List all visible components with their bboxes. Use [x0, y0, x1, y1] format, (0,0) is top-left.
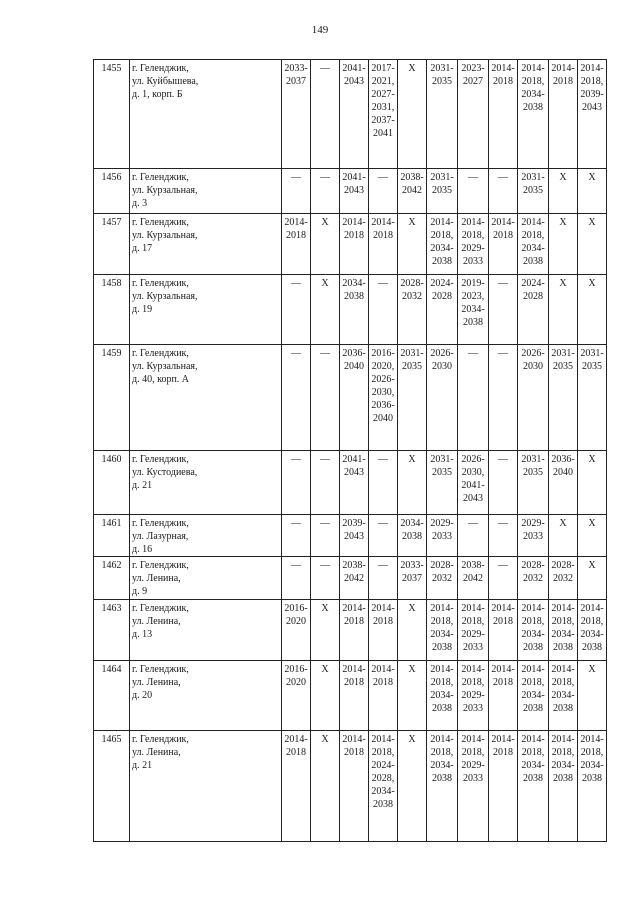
period-cell: —	[489, 345, 518, 451]
period-cell: X	[578, 451, 607, 515]
period-cell: 2026- 2030	[427, 345, 458, 451]
period-cell: 2029- 2033	[427, 515, 458, 557]
period-cell: X	[311, 600, 340, 661]
table-row	[94, 169, 607, 214]
period-cell: 2014- 2018, 2034- 2038	[578, 600, 607, 661]
period-cell: 2014- 2018, 2034- 2038	[427, 661, 458, 731]
period-cell: 2014- 2018, 2034- 2038	[518, 600, 549, 661]
period-cell: X	[311, 275, 340, 345]
period-cell: —	[311, 451, 340, 515]
period-cell: —	[311, 169, 340, 214]
period-cell: —	[369, 515, 398, 557]
row-number-cell: 1456	[94, 169, 130, 214]
row-number-cell: 1461	[94, 515, 130, 557]
table-row	[94, 345, 607, 451]
period-cell: 2014- 2018	[489, 60, 518, 169]
table-row	[94, 451, 607, 515]
row-number-cell: 1462	[94, 557, 130, 600]
period-cell: X	[398, 600, 427, 661]
table-row	[94, 661, 607, 731]
period-cell: X	[578, 661, 607, 731]
address-cell: г. Геленджик, ул. Ленина, д. 21	[130, 731, 282, 842]
period-cell: —	[311, 515, 340, 557]
address-cell: г. Геленджик, ул. Ленина, д. 13	[130, 600, 282, 661]
period-cell: X	[311, 731, 340, 842]
period-cell: 2014- 2018, 2039- 2043	[578, 60, 607, 169]
period-cell: —	[282, 451, 311, 515]
period-cell: —	[282, 515, 311, 557]
period-cell: 2028- 2032	[518, 557, 549, 600]
period-cell: 2014- 2018	[340, 600, 369, 661]
period-cell: 2031- 2035	[518, 451, 549, 515]
period-cell: 2031- 2035	[518, 169, 549, 214]
period-cell: 2014- 2018, 2034- 2038	[518, 661, 549, 731]
row-number-cell: 1455	[94, 60, 130, 169]
period-cell: X	[311, 661, 340, 731]
period-cell: 2023- 2027	[458, 60, 489, 169]
period-cell: 2038- 2042	[398, 169, 427, 214]
period-cell: —	[311, 557, 340, 600]
period-cell: —	[489, 557, 518, 600]
period-cell: 2033- 2037	[398, 557, 427, 600]
period-cell: X	[549, 515, 578, 557]
period-cell: 2014- 2018, 2034- 2038	[549, 600, 578, 661]
period-cell: 2034- 2038	[340, 275, 369, 345]
table-row	[94, 557, 607, 600]
period-cell: 2026- 2030, 2041- 2043	[458, 451, 489, 515]
period-cell: X	[398, 661, 427, 731]
period-cell: 2024- 2028	[427, 275, 458, 345]
period-cell: X	[549, 214, 578, 275]
period-cell: 2014- 2018, 2034- 2038	[518, 60, 549, 169]
period-cell: 2028- 2032	[427, 557, 458, 600]
period-cell: 2024- 2028	[518, 275, 549, 345]
row-number-cell: 1465	[94, 731, 130, 842]
period-cell: —	[369, 169, 398, 214]
period-cell: X	[398, 731, 427, 842]
period-cell: X	[578, 557, 607, 600]
period-cell: 2039- 2043	[340, 515, 369, 557]
period-cell: 2019- 2023, 2034- 2038	[458, 275, 489, 345]
period-cell: 2014- 2018, 2034- 2038	[518, 731, 549, 842]
address-cell: г. Геленджик, ул. Курзальная, д. 40, корп. А	[130, 345, 282, 451]
address-cell: г. Геленджик, ул. Ленина, д. 20	[130, 661, 282, 731]
period-cell: 2016- 2020, 2026- 2030, 2036- 2040	[369, 345, 398, 451]
period-cell: —	[489, 451, 518, 515]
period-cell: 2014- 2018, 2029- 2033	[458, 731, 489, 842]
period-cell: 2014- 2018	[369, 661, 398, 731]
table-row	[94, 275, 607, 345]
period-cell: —	[369, 557, 398, 600]
period-cell: X	[549, 169, 578, 214]
period-cell: X	[398, 451, 427, 515]
period-cell: 2014- 2018	[340, 731, 369, 842]
period-cell: —	[458, 345, 489, 451]
period-cell: —	[282, 345, 311, 451]
period-cell: 2014- 2018, 2029- 2033	[458, 600, 489, 661]
period-cell: 2014- 2018, 2034- 2038	[427, 214, 458, 275]
period-cell: 2031- 2035	[427, 169, 458, 214]
schedule-table	[93, 59, 607, 842]
period-cell: 2036- 2040	[549, 451, 578, 515]
period-cell: —	[369, 451, 398, 515]
period-cell: X	[311, 214, 340, 275]
period-cell: 2014- 2018	[282, 214, 311, 275]
period-cell: 2014- 2018, 2034- 2038	[578, 731, 607, 842]
address-cell: г. Геленджик, ул. Ленина, д. 9	[130, 557, 282, 600]
period-cell: 2026- 2030	[518, 345, 549, 451]
address-cell: г. Геленджик, ул. Курзальная, д. 3	[130, 169, 282, 214]
period-cell: X	[578, 214, 607, 275]
period-cell: 2014- 2018, 2024- 2028, 2034- 2038	[369, 731, 398, 842]
period-cell: —	[458, 169, 489, 214]
period-cell: 2014- 2018	[282, 731, 311, 842]
period-cell: X	[578, 515, 607, 557]
period-cell: 2014- 2018	[489, 600, 518, 661]
address-cell: г. Геленджик, ул. Курзальная, д. 19	[130, 275, 282, 345]
period-cell: —	[282, 169, 311, 214]
row-number-cell: 1457	[94, 214, 130, 275]
period-cell: 2014- 2018, 2034- 2038	[427, 600, 458, 661]
row-number-cell: 1460	[94, 451, 130, 515]
period-cell: 2031- 2035	[549, 345, 578, 451]
period-cell: —	[458, 515, 489, 557]
table-row	[94, 731, 607, 842]
period-cell: X	[578, 275, 607, 345]
table-row	[94, 515, 607, 557]
table-body	[94, 60, 607, 842]
row-number-cell: 1458	[94, 275, 130, 345]
table-row	[94, 214, 607, 275]
period-cell: 2038- 2042	[340, 557, 369, 600]
period-cell: 2014- 2018	[489, 661, 518, 731]
row-number-cell: 1464	[94, 661, 130, 731]
period-cell: 2014- 2018, 2034- 2038	[427, 731, 458, 842]
period-cell: —	[489, 515, 518, 557]
period-cell: —	[282, 557, 311, 600]
period-cell: 2014- 2018, 2034- 2038	[549, 731, 578, 842]
period-cell: 2014- 2018	[489, 214, 518, 275]
period-cell: 2014- 2018	[549, 60, 578, 169]
period-cell: 2031- 2035	[427, 451, 458, 515]
period-cell: 2028- 2032	[398, 275, 427, 345]
address-cell: г. Геленджик, ул. Лазурная, д. 16	[130, 515, 282, 557]
period-cell: X	[398, 214, 427, 275]
table-row	[94, 60, 607, 169]
period-cell: —	[282, 275, 311, 345]
period-cell: 2014- 2018, 2029- 2033	[458, 661, 489, 731]
period-cell: —	[489, 169, 518, 214]
period-cell: —	[369, 275, 398, 345]
row-number-cell: 1463	[94, 600, 130, 661]
address-cell: г. Геленджик, ул. Кустодиева, д. 21	[130, 451, 282, 515]
period-cell: —	[311, 345, 340, 451]
table-row	[94, 600, 607, 661]
period-cell: 2038- 2042	[458, 557, 489, 600]
period-cell: 2014- 2018	[489, 731, 518, 842]
period-cell: 2041- 2043	[340, 169, 369, 214]
period-cell: 2036- 2040	[340, 345, 369, 451]
period-cell: 2014- 2018	[369, 214, 398, 275]
period-cell: 2014- 2018, 2029- 2033	[458, 214, 489, 275]
period-cell: 2031- 2035	[427, 60, 458, 169]
period-cell: 2017- 2021, 2027- 2031, 2037- 2041	[369, 60, 398, 169]
period-cell: —	[489, 275, 518, 345]
period-cell: 2029- 2033	[518, 515, 549, 557]
period-cell: 2014- 2018	[369, 600, 398, 661]
address-cell: г. Геленджик, ул. Куйбышева, д. 1, корп. Б	[130, 60, 282, 169]
period-cell: 2014- 2018	[340, 661, 369, 731]
period-cell: 2014- 2018, 2034- 2038	[518, 214, 549, 275]
page-number: 149	[311, 24, 329, 36]
period-cell: 2014- 2018	[340, 214, 369, 275]
period-cell: 2016- 2020	[282, 600, 311, 661]
period-cell: X	[578, 169, 607, 214]
address-cell: г. Геленджик, ул. Курзальная, д. 17	[130, 214, 282, 275]
row-number-cell: 1459	[94, 345, 130, 451]
period-cell: 2016- 2020	[282, 661, 311, 731]
period-cell: 2041- 2043	[340, 451, 369, 515]
period-cell: 2014- 2018, 2034- 2038	[549, 661, 578, 731]
period-cell: X	[549, 275, 578, 345]
period-cell: 2033- 2037	[282, 60, 311, 169]
period-cell: 2031- 2035	[578, 345, 607, 451]
period-cell: 2041- 2043	[340, 60, 369, 169]
period-cell: 2028- 2032	[549, 557, 578, 600]
period-cell: 2031- 2035	[398, 345, 427, 451]
period-cell: —	[311, 60, 340, 169]
period-cell: 2034- 2038	[398, 515, 427, 557]
period-cell: X	[398, 60, 427, 169]
